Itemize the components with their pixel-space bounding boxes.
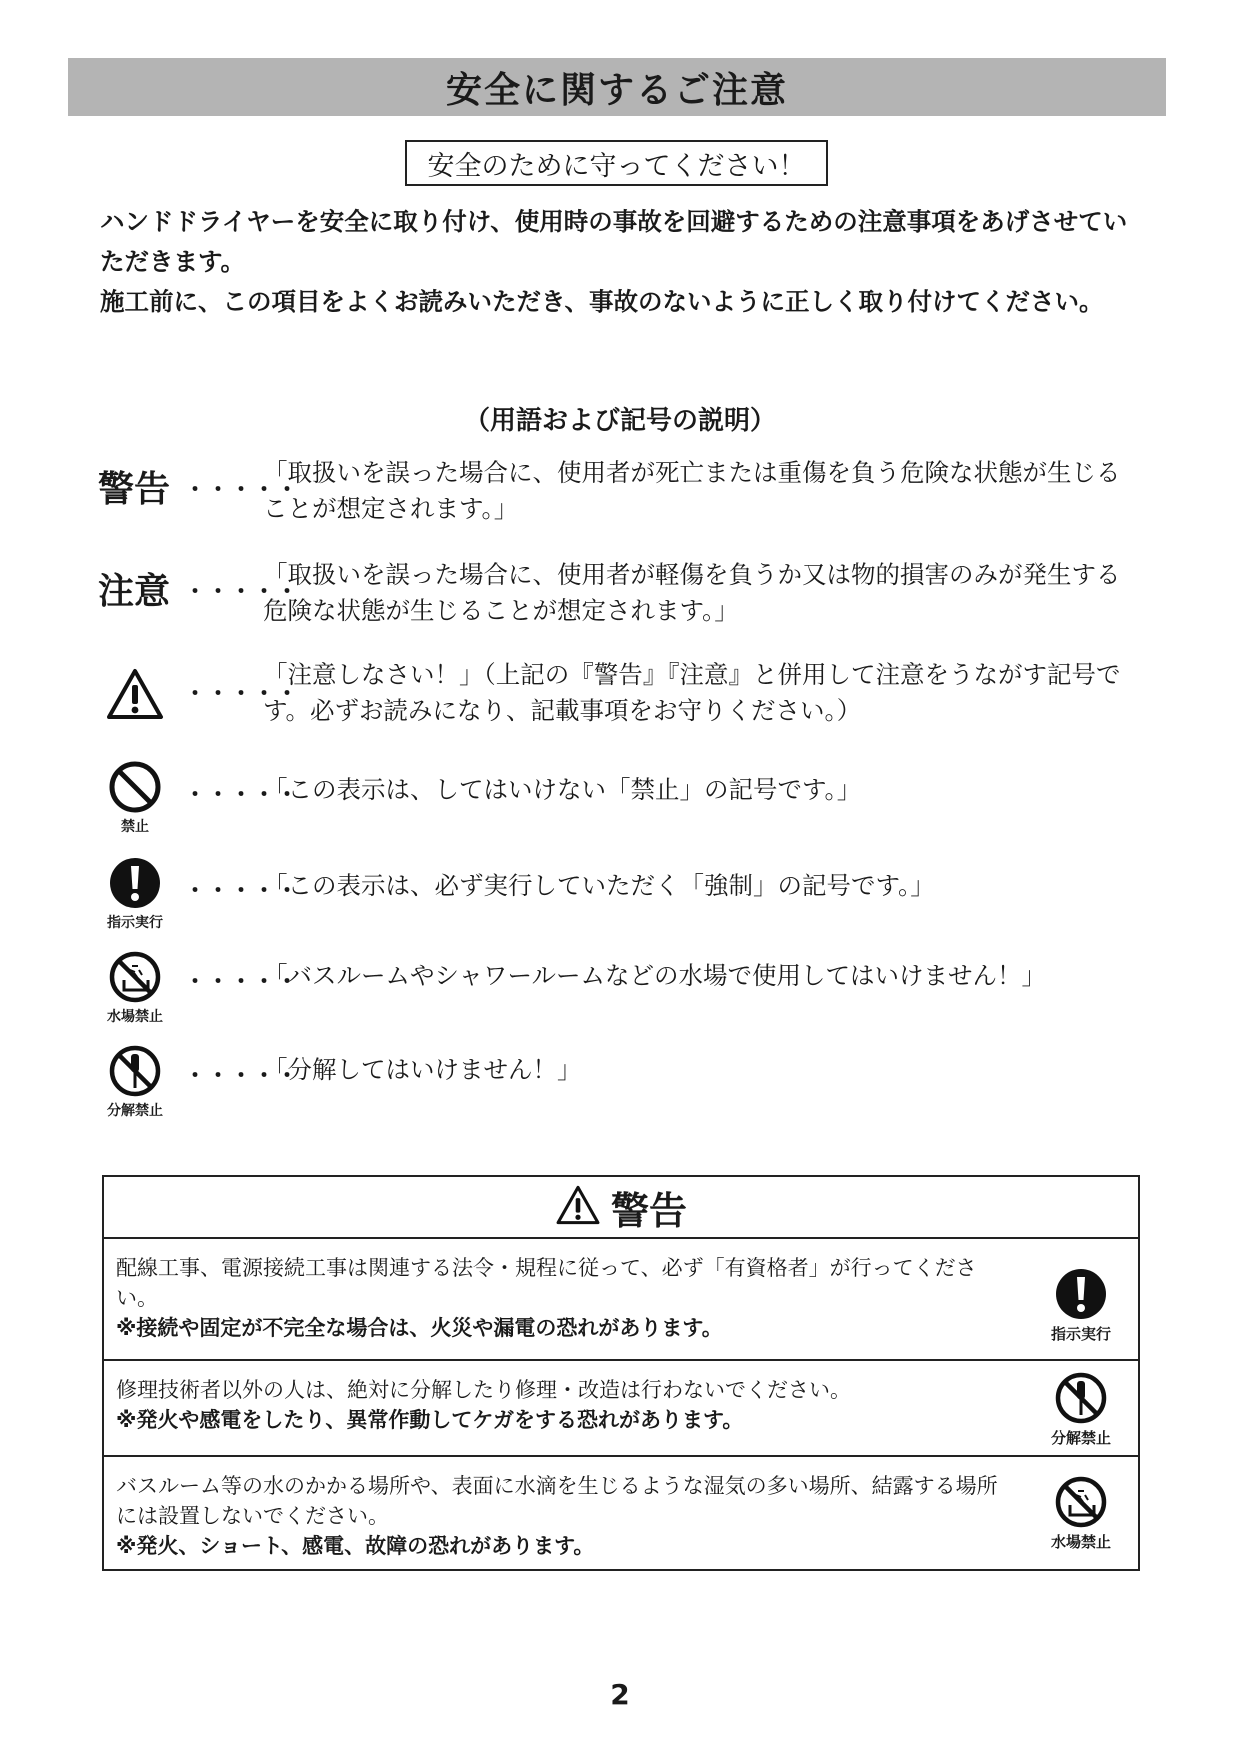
warning-row-text	[116, 1253, 1016, 1343]
warning-note: ※接続や固定が不完全な場合は、火災や漏電の恐れがあります。	[116, 1316, 723, 1340]
warning-row-text	[116, 1471, 1016, 1561]
legend-text: 「取扱いを誤った場合に、使用者が軽傷を負うか又は物的損害のみが発生する危険な状態が生じることが想定されます。」	[263, 560, 1121, 625]
legend-text: 「分解してはいけません！」	[263, 1055, 582, 1084]
warning-triangle-icon	[98, 667, 172, 721]
icon-caption: 水場禁止	[1050, 1533, 1111, 1551]
legend-dots: ・・・・・	[184, 879, 300, 904]
legend-heading: （用語および記号の説明）	[463, 406, 776, 436]
icon-caption: 禁止	[121, 819, 149, 835]
warning-note: ※発火や感電をしたり、異常作動してケガをする恐れがあります。	[116, 1408, 744, 1432]
legend-dots: ・・・・・	[184, 580, 300, 605]
warning-row-text	[116, 1375, 1016, 1435]
icon-caption: 指示実行	[1050, 1325, 1111, 1343]
warning-instruction: バスルーム等の水のかかる場所や、表面に水滴を生じるような湿気の多い場所、結露する場所には設置しないでください。	[116, 1474, 998, 1528]
legend-text: 「注意しなさい！」（上記の『警告』『注意』と併用して注意をうながす記号です。必ずお読みになり、記載事項をお守りください。）	[263, 660, 1121, 725]
intro-text	[100, 202, 1140, 322]
icon-caption: 水場禁止	[107, 1009, 163, 1025]
section-header	[68, 58, 1166, 116]
intro-paragraph-1: ハンドドライヤーを安全に取り付け、使用時の事故を回避するための注意事項をあげさせていただきます。	[100, 207, 1128, 276]
warning-row	[104, 1239, 1138, 1361]
legend-dots: ・・・・・	[184, 783, 300, 808]
warning-instruction: 配線工事、電源接続工事は関連する法令・規程に従って、必ず「有資格者」が行ってください。	[116, 1256, 977, 1310]
no-disassembly-icon	[98, 1044, 172, 1120]
no-disassembly-icon	[1044, 1371, 1118, 1448]
no-water-area-icon	[1044, 1475, 1118, 1552]
warning-note: ※発火、ショート、感電、故障の恐れがあります。	[116, 1534, 595, 1558]
legend-text: 「バスルームやシャワールームなどの水場で使用してはいけません！」	[263, 961, 1047, 990]
legend-text: 「この表示は、してはいけない「禁止」の記号です。」	[263, 775, 862, 804]
legend-dots: ・・・・・	[184, 1064, 300, 1089]
intro-paragraph-2: 施工前に、この項目をよくお読みいただき、事故のないように正しく取り付けてください。	[100, 287, 1104, 316]
prohibition-icon	[98, 760, 172, 836]
warning-instruction: 修理技術者以外の人は、絶対に分解したり修理・改造は行わないでください。	[116, 1378, 851, 1402]
subtitle-box: 安全のために守ってください！	[405, 140, 828, 186]
legend-text: 「この表示は、必ず実行していただく「強制」の記号です。」	[263, 871, 935, 900]
mandatory-action-icon	[98, 856, 172, 932]
legend-dots: ・・・・・	[184, 478, 300, 503]
icon-caption: 分解禁止	[1050, 1429, 1111, 1447]
legend-word-caution: 注意	[98, 571, 171, 612]
legend-word-warning: 警告	[98, 469, 171, 510]
legend-text: 「取扱いを誤った場合に、使用者が死亡または重傷を負う危険な状態が生じることが想定されます。」	[263, 458, 1121, 523]
icon-caption: 分解禁止	[107, 1103, 163, 1119]
legend-dots: ・・・・・	[184, 682, 300, 707]
page-title: 安全に関するご注意	[445, 69, 788, 111]
warning-row	[104, 1457, 1138, 1571]
no-water-area-icon	[98, 950, 172, 1026]
warning-row	[104, 1361, 1138, 1457]
page-number: 2	[610, 1678, 630, 1711]
warning-box-title: 警告	[610, 1188, 687, 1233]
mandatory-action-icon	[1044, 1267, 1118, 1344]
warning-triangle-icon	[555, 1184, 601, 1230]
warning-box	[102, 1175, 1140, 1571]
warning-box-header	[104, 1177, 1138, 1239]
legend-dots: ・・・・・	[184, 970, 300, 995]
icon-caption: 指示実行	[107, 915, 163, 931]
